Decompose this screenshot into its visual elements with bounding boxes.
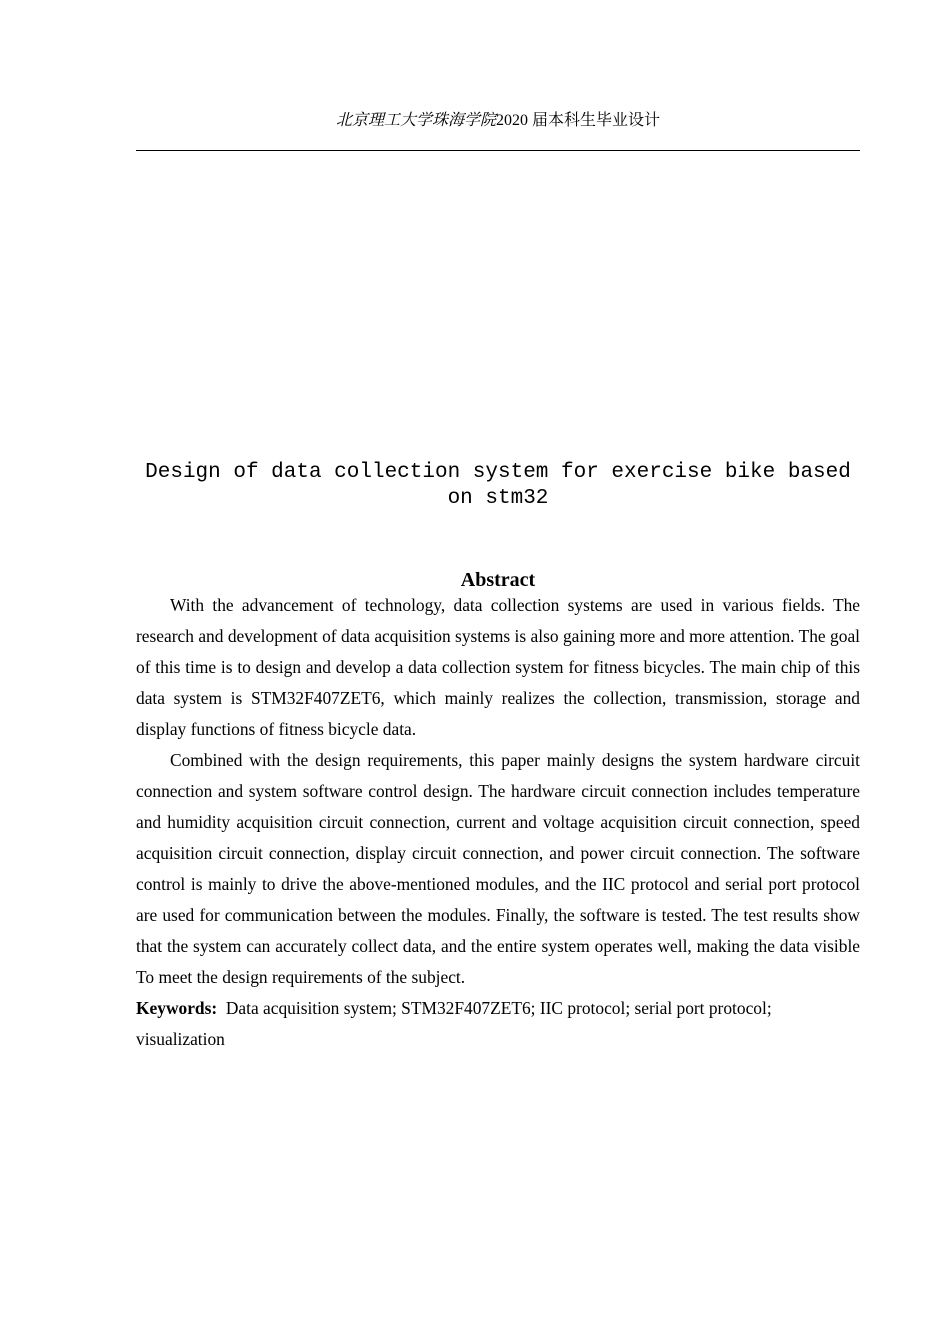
- header-subtitle: 2020 届本科生毕业设计: [496, 112, 661, 129]
- keywords-label: Keywords:: [136, 998, 218, 1018]
- abstract-paragraph-2: Combined with the design requirements, this paper mainly designs the system hardware circuit connection and system software control design. The hardware circuit connection includes temperature and humidity acquisition circuit connection, current and voltage acquisition circuit connection, speed acquisition circuit connection, display circuit connection, and power circuit connection. The software control is mainly to drive the above-mentioned modules, and the IIC protocol and serial port protocol are used for communication between the modules. Finally, the software is tested. The test results show that the system can accurately collect data, and the entire system operates well, making the data visible To meet the design requirements of the subject.: [136, 750, 860, 987]
- header-divider: [136, 150, 860, 151]
- thesis-title: Design of data collection system for exercise bike based on stm32: [145, 461, 851, 510]
- abstract-paragraph-1: With the advancement of technology, data collection systems are used in various fields. The research and development of data acquisition systems is also gaining more and more attention. The goal of this time is to design and develop a data collection system for fitness bicycles. The main chip of this data system is STM32F407ZET6, which mainly realizes the collection, transmission, storage and display functions of fitness bicycle data.: [136, 595, 860, 739]
- header-institution: 北京理工大学珠海学院: [335, 112, 496, 129]
- abstract-body: [136, 590, 860, 1055]
- keywords-line: [136, 993, 860, 1055]
- abstract-heading: Abstract: [460, 569, 536, 591]
- running-header: [136, 111, 860, 131]
- keywords-text: Data acquisition system; STM32F407ZET6; IIC protocol; serial port protocol; visualization: [136, 998, 772, 1049]
